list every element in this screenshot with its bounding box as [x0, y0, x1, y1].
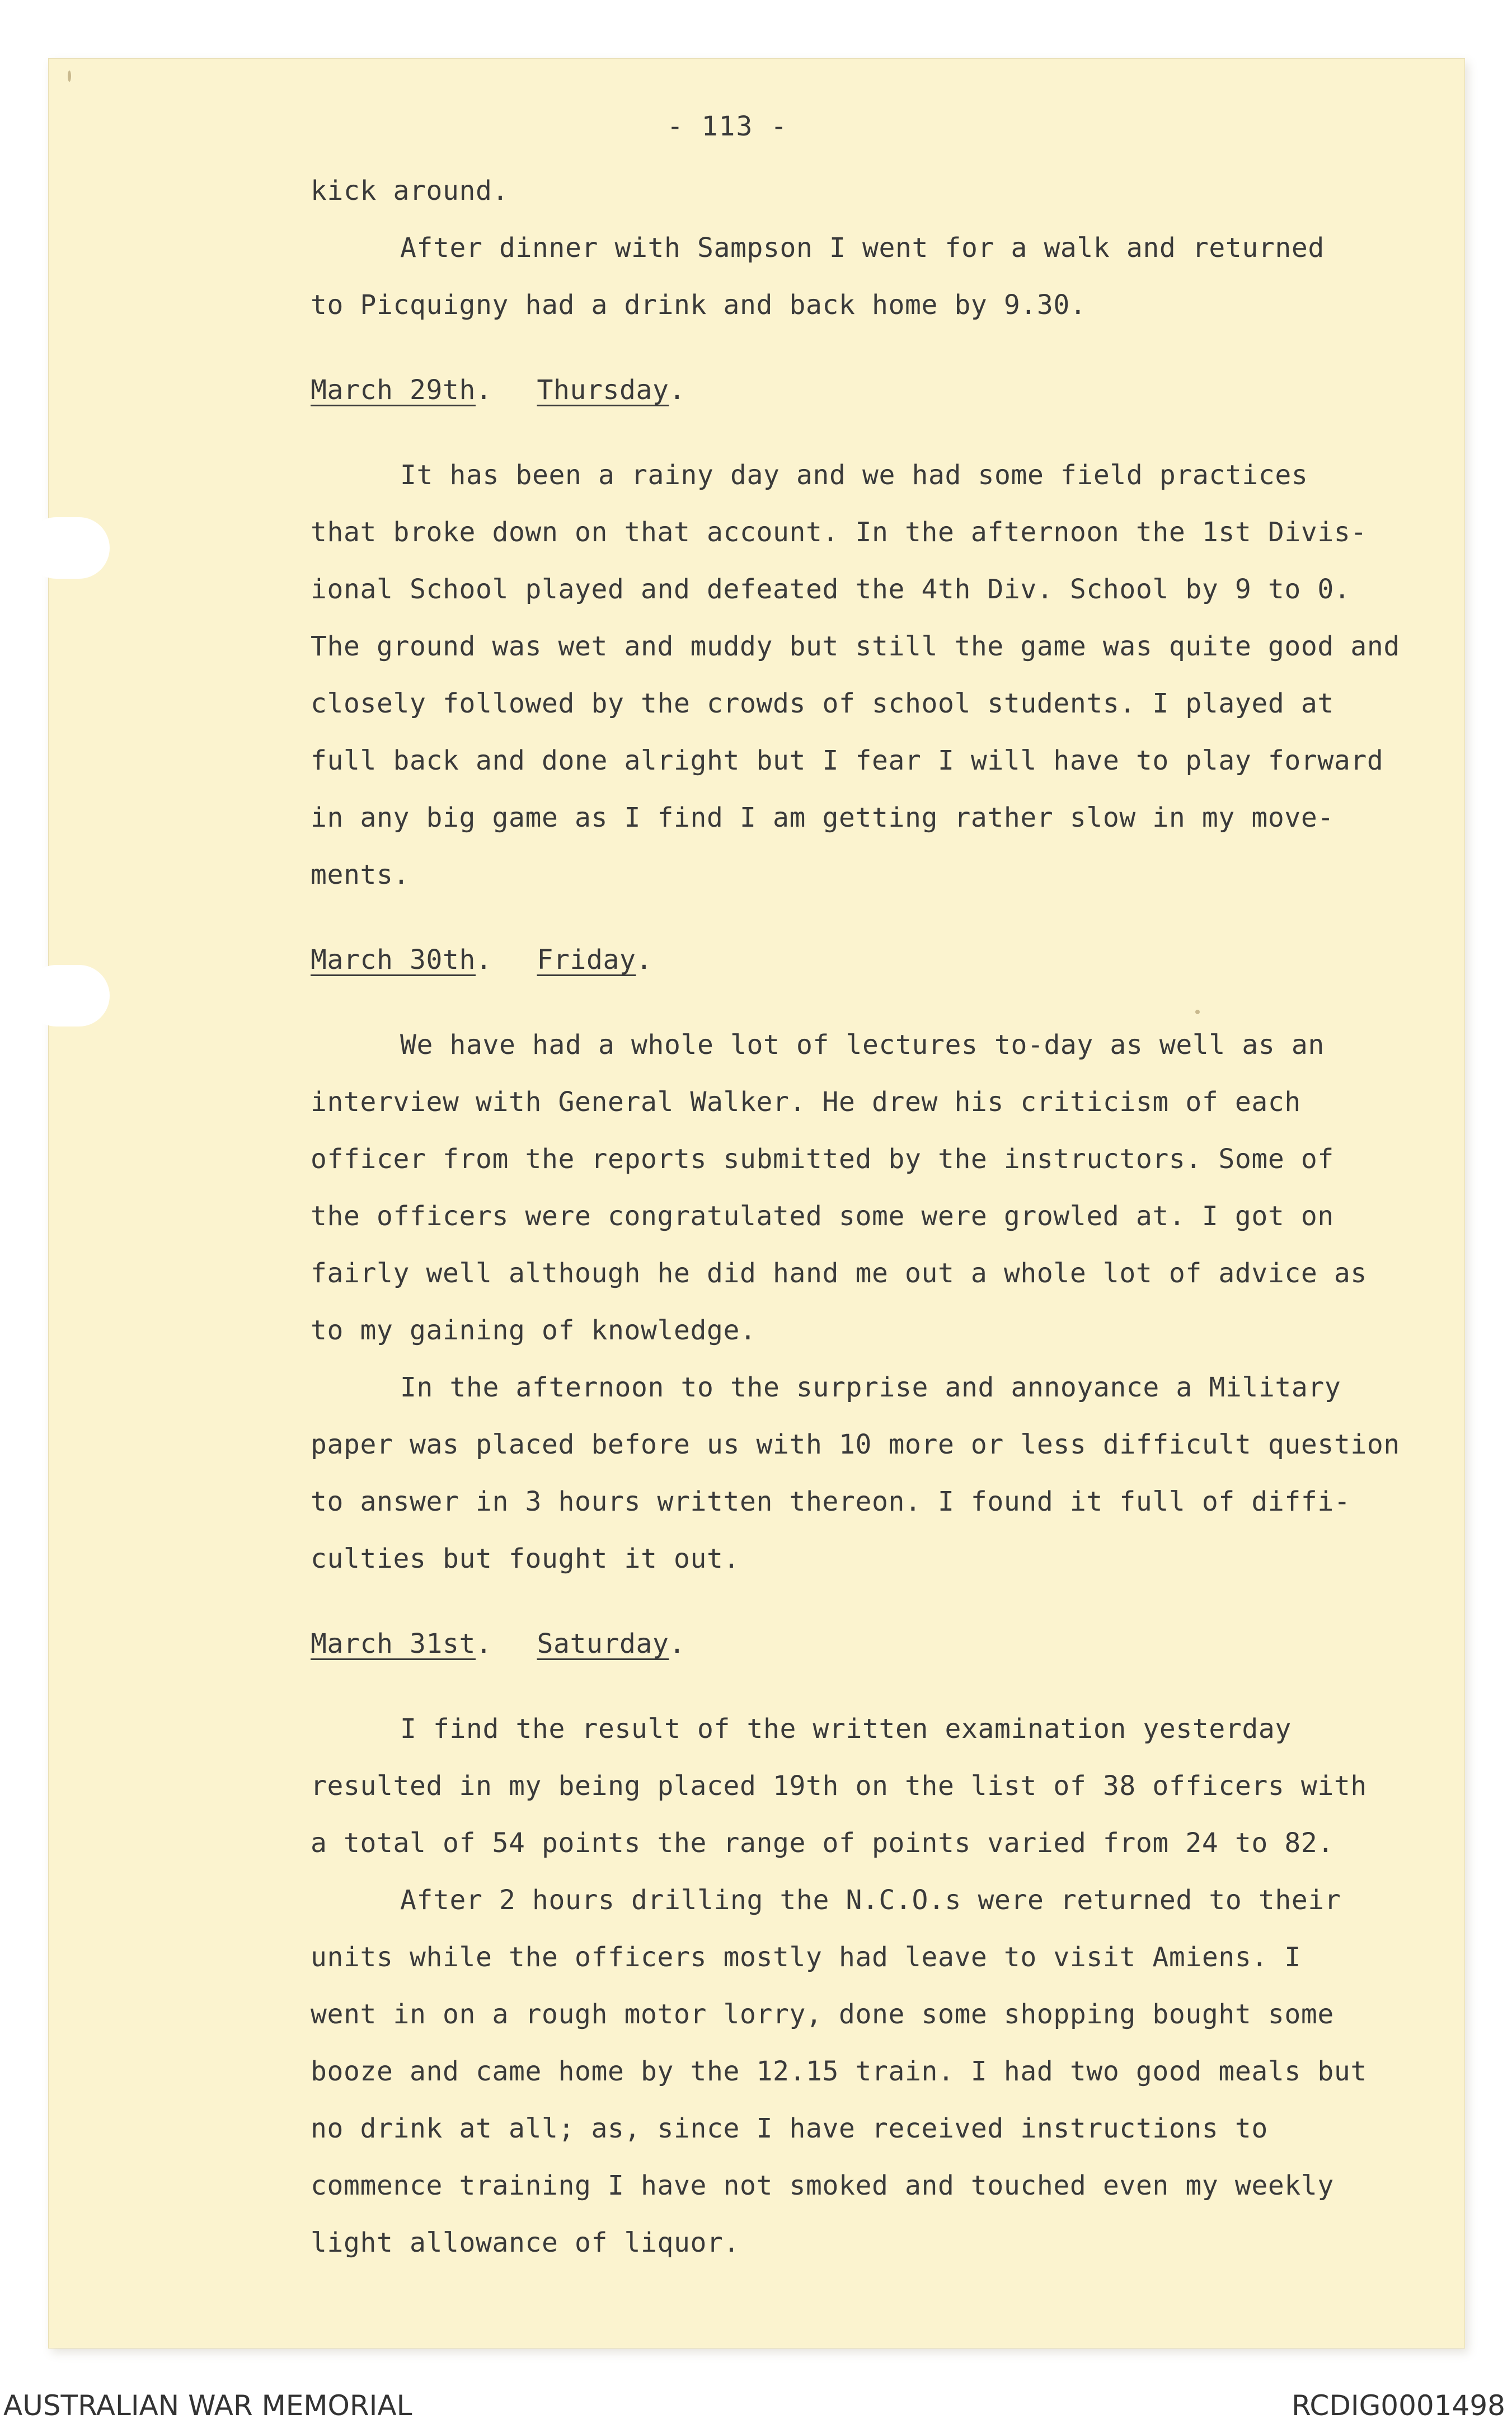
- text-line: to my gaining of knowledge.: [311, 1315, 757, 1346]
- archive-credit: AUSTRALIAN WAR MEMORIAL: [3, 2389, 412, 2422]
- text-line: culties but fought it out.: [311, 1543, 740, 1574]
- text-line: kick around.: [311, 175, 509, 207]
- text-line: full back and done alright but I fear I will have to play forward: [311, 745, 1384, 776]
- typed-diary-text: [311, 162, 1458, 2271]
- text-line: to Picquigny had a drink and back home by 9.30.: [311, 289, 1087, 321]
- text-line: no drink at all; as, since I have received instructions to: [311, 2113, 1268, 2144]
- text-line: closely followed by the crowds of school students. I played at: [311, 688, 1334, 719]
- text-line: resulted in my being placed 19th on the list of 38 officers with: [311, 1770, 1367, 1802]
- entry-day: Saturday: [537, 1628, 669, 1660]
- text-line: In the afternoon to the surprise and annoyance a Military: [400, 1372, 1341, 1403]
- entry-date: March 30th: [311, 944, 476, 976]
- text-line: the officers were congratulated some were growled at. I got on: [311, 1201, 1334, 1232]
- text-line: officer from the reports submitted by the instructors. Some of: [311, 1143, 1334, 1175]
- entry-day: Friday: [537, 944, 636, 976]
- text-line: After 2 hours drilling the N.C.O.s were returned to their: [400, 1885, 1341, 1916]
- text-line: a total of 54 points the range of points varied from 24 to 82.: [311, 1827, 1334, 1859]
- entry-date: March 31st: [311, 1628, 476, 1660]
- entry-heading: March 29th. Thursday.: [311, 374, 685, 406]
- text-line: that broke down on that account. In the afternoon the 1st Divis-: [311, 517, 1367, 548]
- text-line: After dinner with Sampson I went for a walk and returned: [400, 232, 1325, 264]
- text-line: It has been a rainy day and we had some field practices: [400, 460, 1308, 491]
- text-line: went in on a rough motor lorry, done some shopping bought some: [311, 1999, 1334, 2030]
- text-line: units while the officers mostly had leave to visit Amiens. I: [311, 1942, 1301, 1973]
- text-line: light allowance of liquor.: [311, 2227, 740, 2258]
- page-number: - 113 -: [666, 111, 788, 142]
- entry-date: March 29th: [311, 374, 476, 406]
- text-line: I find the result of the written examination yesterday: [400, 1713, 1292, 1745]
- entry-heading: March 31st. Saturday.: [311, 1628, 685, 1660]
- text-line: The ground was wet and muddy but still the game was quite good and: [311, 631, 1400, 662]
- text-line: commence training I have not smoked and touched even my weekly: [311, 2170, 1334, 2201]
- text-line: in any big game as I find I am getting rather slow in my move-: [311, 802, 1334, 833]
- text-line: to answer in 3 hours written thereon. I found it full of diffi-: [311, 1486, 1351, 1517]
- text-line: ional School played and defeated the 4th Div. School by 9 to 0.: [311, 574, 1351, 605]
- punch-hole: [26, 517, 110, 579]
- punch-hole: [26, 965, 110, 1026]
- paper-mark: [68, 71, 71, 82]
- text-line: ments.: [311, 859, 410, 890]
- text-line: booze and came home by the 12.15 train. I had two good meals but: [311, 2056, 1367, 2087]
- text-line: fairly well although he did hand me out a whole lot of advice as: [311, 1258, 1367, 1289]
- entry-day: Thursday: [537, 374, 669, 406]
- entry-heading: March 30th. Friday.: [311, 944, 652, 976]
- text-line: interview with General Walker. He drew his criticism of each: [311, 1086, 1301, 1118]
- archive-identifier: RCDIG0001498: [1292, 2389, 1505, 2422]
- text-line: paper was placed before us with 10 more or less difficult question: [311, 1429, 1400, 1460]
- text-line: We have had a whole lot of lectures to-day as well as an: [400, 1029, 1325, 1061]
